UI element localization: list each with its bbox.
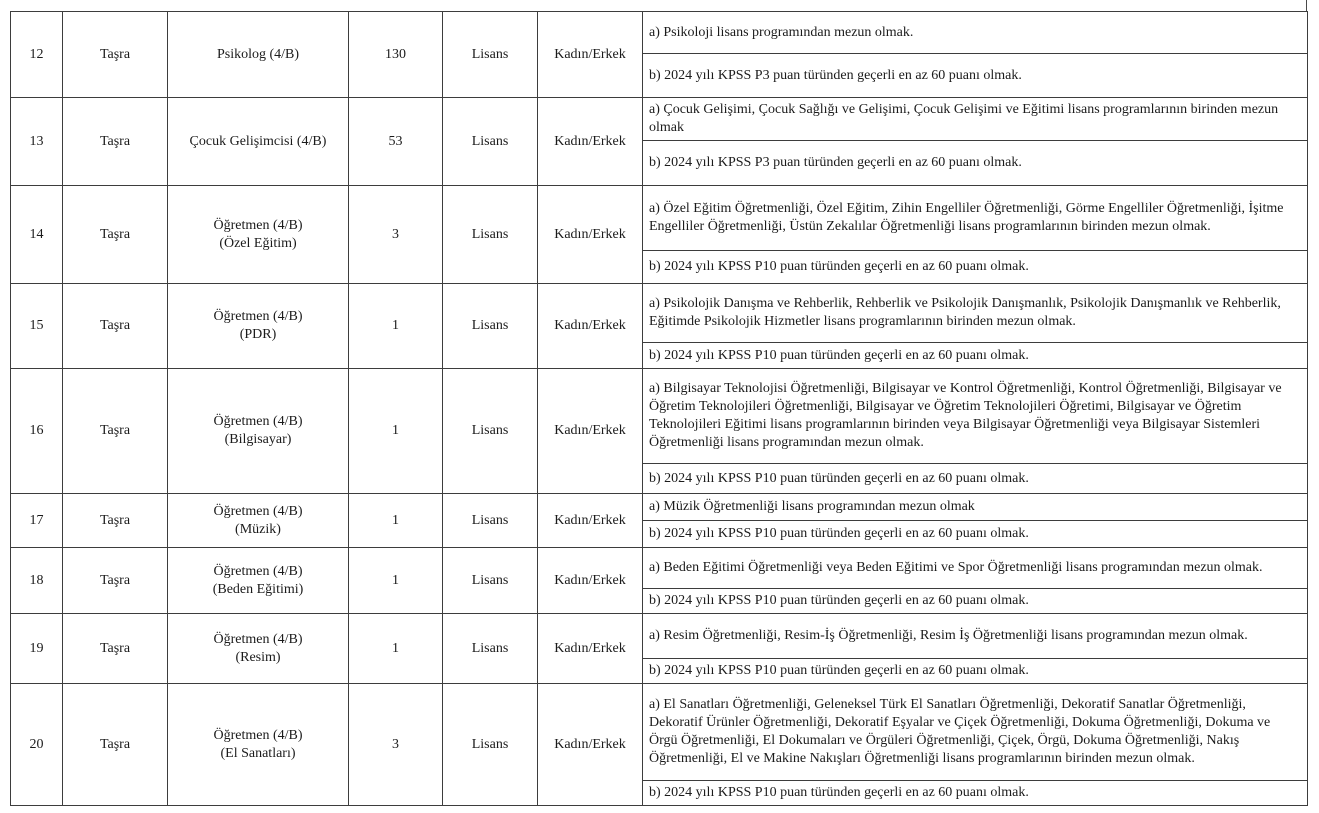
education-level: Lisans (471, 46, 509, 62)
table-row (11, 98, 1308, 141)
gender-label: Kadın/Erkek (554, 133, 626, 149)
position-count-cell (349, 548, 443, 614)
row-number: 13 (29, 133, 44, 149)
education-level: Lisans (471, 572, 509, 588)
position-count-cell (349, 12, 443, 98)
row-number: 17 (29, 512, 44, 528)
gender-cell (538, 548, 643, 614)
position-title-cell (168, 548, 349, 614)
row-number-cell (11, 284, 63, 369)
position-title-line1: Öğretmen (4/B) (213, 503, 303, 519)
row-number: 12 (29, 46, 44, 62)
education-level: Lisans (471, 318, 509, 333)
row-number: 18 (29, 572, 44, 588)
requirement-a-text: a) El Sanatları Öğretmenliği, Geleneksel Türk El Sanatları Öğretmenliği, Dekoratif Sanatlar Öğretmenliği, Dekoratif Ürünler Öğretmenliği, Dekoratif Eşyalar ve Çiçek Öğretmenliği, Dokuma Öğretmenliği, Dokuma ve Örgü Öğretmenliği, El Dokumaları ve Örgüleri Öğretmenliği, Çiçek, Örgü, Dokuma Öğretmenliği, Nakış Öğretmenliği, El ve Makine Nakışları Öğretmenliği lisans programlarının birinden mezun olmak. (649, 697, 1271, 766)
row-number-cell (11, 548, 63, 614)
position-count-cell (349, 494, 443, 548)
requirement-b-text: b) 2024 yılı KPSS P10 puan türünden geçerli en az 60 puanı olmak. (649, 526, 1029, 541)
position-title-line1: Öğretmen (4/B) (213, 309, 303, 324)
row-number: 14 (29, 226, 44, 242)
requirement-b-text: b) 2024 yılı KPSS P10 puan türünden geçerli en az 60 puanı olmak. (649, 663, 1029, 678)
position-title-line1: Öğretmen (4/B) (213, 727, 303, 743)
gender-cell (538, 98, 643, 186)
organization-label: Taşra (99, 423, 131, 438)
organization-label: Taşra (99, 318, 131, 333)
positions-table (10, 11, 1308, 806)
organization-label: Taşra (99, 133, 131, 149)
requirement-b-cell (643, 521, 1308, 548)
position-count: 130 (385, 46, 406, 62)
position-title-cell (168, 186, 349, 284)
row-number-cell (11, 369, 63, 494)
position-count-cell (349, 186, 443, 284)
requirement-b-text: b) 2024 yılı KPSS P3 puan türünden geçerli en az 60 puanı olmak. (649, 155, 1022, 170)
position-title-cell (168, 12, 349, 98)
position-title-line2: (Beden Eğitimi) (212, 581, 304, 597)
organization-label: Taşra (99, 512, 131, 528)
requirement-a-text: a) Müzik Öğretmenliği lisans programından mezun olmak (649, 499, 975, 514)
position-count: 3 (392, 226, 399, 242)
requirement-a-cell (643, 684, 1308, 781)
row-number-cell (11, 186, 63, 284)
position-title-line2: (Bilgisayar) (224, 432, 292, 447)
organization-label: Taşra (99, 572, 131, 588)
row-number-cell (11, 494, 63, 548)
gender-label: Kadın/Erkek (554, 226, 626, 242)
education-level: Lisans (471, 423, 509, 438)
gender-cell (538, 369, 643, 494)
position-count-cell (349, 98, 443, 186)
requirement-a-text: a) Çocuk Gelişimi, Çocuk Sağlığı ve Gelişimi, Çocuk Gelişimi ve Eğitimi lisans programlarının birinden mezun olmak (649, 102, 1279, 135)
organization-cell (63, 12, 168, 98)
requirement-a-text: a) Psikolojik Danışma ve Rehberlik, Rehberlik ve Psikolojik Danışmanlık, Psikolojik Danışmanlık ve Rehberlik, Eğitimde Psikolojik Hizmetler lisans programlarının birinden mezun olmak. (649, 296, 1281, 329)
requirement-b-text: b) 2024 yılı KPSS P10 puan türünden geçerli en az 60 puanı olmak. (649, 347, 1029, 363)
organization-cell (63, 494, 168, 548)
position-count-cell (349, 284, 443, 369)
position-count: 1 (392, 512, 399, 528)
organization-cell (63, 369, 168, 494)
education-level-cell (443, 98, 538, 186)
education-level-cell (443, 186, 538, 284)
education-level: Lisans (471, 133, 509, 149)
organization-label: Taşra (99, 736, 131, 752)
organization-cell (63, 186, 168, 284)
education-level: Lisans (471, 226, 509, 242)
position-title-line1: Öğretmen (4/B) (213, 217, 303, 233)
requirement-b-cell (643, 464, 1308, 494)
requirement-b-cell (643, 141, 1308, 186)
requirement-b-text: b) 2024 yılı KPSS P10 puan türünden geçerli en az 60 puanı olmak. (649, 785, 1029, 800)
table-row (11, 186, 1308, 251)
gender-label: Kadın/Erkek (554, 318, 626, 333)
gender-label: Kadın/Erkek (554, 423, 626, 438)
gender-label: Kadın/Erkek (554, 572, 626, 588)
requirement-b-cell (643, 343, 1308, 369)
position-count: 53 (388, 133, 403, 149)
table-row (11, 684, 1308, 781)
organization-cell (63, 284, 168, 369)
requirement-a-cell (643, 494, 1308, 521)
requirement-b-text: b) 2024 yılı KPSS P10 puan türünden geçerli en az 60 puanı olmak. (649, 259, 1029, 274)
education-level-cell (443, 614, 538, 684)
table-row (11, 494, 1308, 521)
table-row (11, 369, 1308, 464)
organization-cell (63, 98, 168, 186)
gender-cell (538, 186, 643, 284)
position-title-line1: Psikolog (4/B) (216, 46, 300, 62)
requirement-b-cell (643, 659, 1308, 684)
position-count: 1 (392, 423, 399, 438)
table-row (11, 12, 1308, 54)
requirement-a-cell (643, 12, 1308, 54)
requirement-a-cell (643, 548, 1308, 589)
position-count-cell (349, 684, 443, 806)
requirement-a-cell (643, 614, 1308, 659)
position-title-line2: (Özel Eğitim) (219, 235, 297, 251)
table-row (11, 548, 1308, 589)
position-title-line2: (PDR) (239, 327, 277, 342)
gender-cell (538, 494, 643, 548)
requirement-a-text: a) Bilgisayar Teknolojisi Öğretmenliği, Bilgisayar ve Kontrol Öğretmenliği, Kontrol Öğretmenliği, Bilgisayar ve Öğretim Teknolojileri Öğretmenliği, Bilgisayar ve Öğretim Teknolojileri Öğretimi, Bilgisayar ve Öğretim Teknolojileri Eğitimi lisans programlarının birinden veya Bilgisayar Öğretmenliği veya Bilgisayar Sistemleri Öğretmenliği lisans programından mezun olmak. (649, 381, 1282, 450)
gender-cell (538, 12, 643, 98)
position-count: 3 (392, 736, 399, 752)
positions-table-body (11, 12, 1308, 806)
row-number-cell (11, 684, 63, 806)
gender-cell (538, 614, 643, 684)
position-title-line1: Öğretmen (4/B) (213, 414, 303, 429)
gender-label: Kadın/Erkek (554, 46, 626, 62)
education-level: Lisans (471, 736, 509, 752)
position-title-cell (168, 684, 349, 806)
education-level-cell (443, 284, 538, 369)
organization-cell (63, 614, 168, 684)
organization-label: Taşra (99, 46, 131, 62)
organization-label: Taşra (99, 640, 131, 656)
requirement-b-cell (643, 54, 1308, 98)
education-level-cell (443, 494, 538, 548)
organization-cell (63, 684, 168, 806)
gender-label: Kadın/Erkek (554, 736, 626, 752)
position-count-cell (349, 614, 443, 684)
position-title-line1: Öğretmen (4/B) (213, 631, 303, 647)
table-row (11, 284, 1308, 343)
row-number: 19 (29, 640, 44, 656)
requirement-b-cell (643, 781, 1308, 806)
education-level: Lisans (471, 512, 509, 528)
requirement-b-cell (643, 589, 1308, 614)
position-title-cell (168, 284, 349, 369)
requirement-a-cell (643, 98, 1308, 141)
row-number: 20 (29, 736, 44, 752)
position-count: 1 (392, 572, 399, 588)
position-title-line2: (Müzik) (235, 521, 281, 537)
gender-cell (538, 284, 643, 369)
requirement-b-cell (643, 251, 1308, 284)
position-title-line2: (El Sanatları) (220, 745, 296, 761)
education-level-cell (443, 684, 538, 806)
row-number-cell (11, 12, 63, 98)
requirement-b-text: b) 2024 yılı KPSS P10 puan türünden geçerli en az 60 puanı olmak. (649, 593, 1029, 608)
requirement-a-cell (643, 284, 1308, 343)
requirement-a-text: a) Özel Eğitim Öğretmenliği, Özel Eğitim, Zihin Engelliler Öğretmenliği, Görme Engelliler Öğretmenliği, İşitme Engelliler Öğretmenliği, Üstün Zekalılar Öğretmenliği lisans programlarının birinden mezun olmak. (649, 201, 1284, 234)
gender-label: Kadın/Erkek (554, 512, 626, 528)
requirement-a-text: a) Psikoloji lisans programından mezun olmak. (649, 24, 914, 40)
row-number-cell (11, 614, 63, 684)
row-number-cell (11, 98, 63, 186)
row-number: 16 (29, 423, 44, 438)
education-level-cell (443, 12, 538, 98)
position-title-cell (168, 369, 349, 494)
requirement-b-text: b) 2024 yılı KPSS P3 puan türünden geçerli en az 60 puanı olmak. (649, 67, 1022, 83)
position-count-cell (349, 369, 443, 494)
education-level-cell (443, 548, 538, 614)
gender-cell (538, 684, 643, 806)
position-title-line1: Çocuk Gelişimcisi (4/B) (189, 133, 327, 149)
position-title-cell (168, 98, 349, 186)
row-number: 15 (29, 318, 44, 333)
education-level: Lisans (471, 640, 509, 656)
requirement-a-cell (643, 186, 1308, 251)
requirement-a-text: a) Beden Eğitimi Öğretmenliği veya Beden Eğitimi ve Spor Öğretmenliği lisans programından mezun olmak. (649, 560, 1263, 575)
position-count: 1 (392, 318, 399, 333)
position-title-cell (168, 614, 349, 684)
table-row (11, 614, 1308, 659)
requirement-a-cell (643, 369, 1308, 464)
requirement-a-text: a) Resim Öğretmenliği, Resim-İş Öğretmenliği, Resim İş Öğretmenliği lisans programından mezun olmak. (649, 628, 1248, 643)
gender-label: Kadın/Erkek (554, 640, 626, 656)
position-title-line1: Öğretmen (4/B) (213, 563, 303, 579)
requirement-b-text: b) 2024 yılı KPSS P10 puan türünden geçerli en az 60 puanı olmak. (649, 470, 1029, 486)
position-title-line2: (Resim) (235, 649, 281, 665)
position-count: 1 (392, 640, 399, 656)
organization-label: Taşra (99, 226, 131, 242)
education-level-cell (443, 369, 538, 494)
position-title-cell (168, 494, 349, 548)
organization-cell (63, 548, 168, 614)
